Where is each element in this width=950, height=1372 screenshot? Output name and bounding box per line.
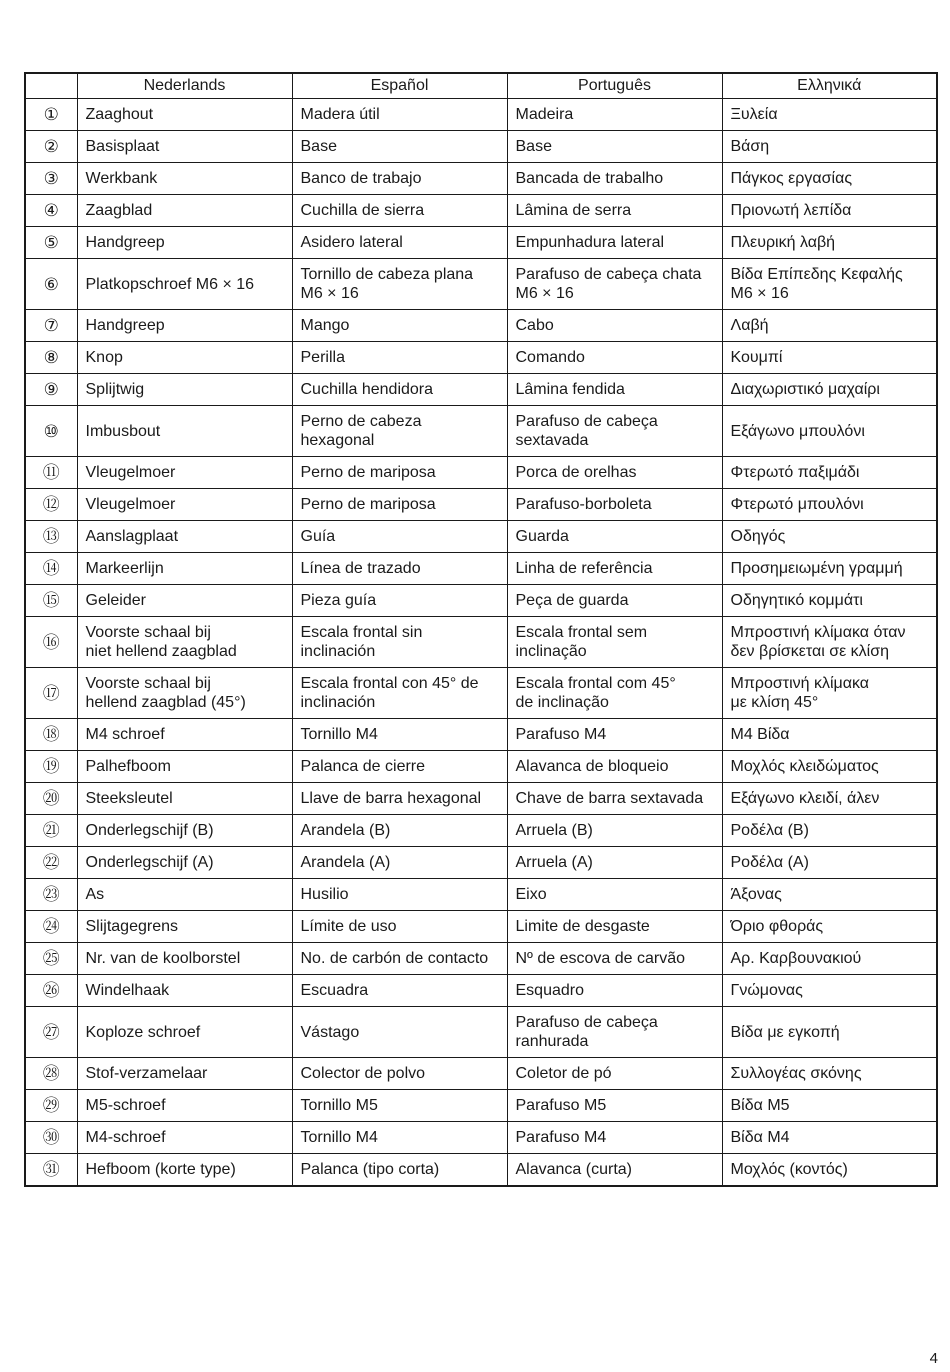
cell-portugues: Parafuso de cabeça sextavada [507,406,722,457]
cell-ellinika: Αρ. Καρβουνακιού [722,943,937,975]
cell-nederlands: Handgreep [77,310,292,342]
table-row [25,521,937,553]
table-row [25,489,937,521]
table-row [25,943,937,975]
part-number: ④ [25,195,77,227]
cell-nederlands: M4-schroef [77,1122,292,1154]
table-row [25,783,937,815]
table-row [25,719,937,751]
table-row [25,1090,937,1122]
cell-nederlands: Aanslagplaat [77,521,292,553]
part-number: ㉑ [25,815,77,847]
cell-ellinika: Βίδα Επίπεδης Κεφαλής M6 × 16 [722,259,937,310]
part-number: ⑬ [25,521,77,553]
table-row [25,553,937,585]
part-number: ㉗ [25,1007,77,1058]
cell-ellinika: Πριονωτή λεπίδα [722,195,937,227]
table-row [25,374,937,406]
cell-ellinika: Εξάγωνο μπουλόνι [722,406,937,457]
cell-portugues: Peça de guarda [507,585,722,617]
table-row [25,617,937,668]
cell-ellinika: Μπροστινή κλίμακα με κλίση 45° [722,668,937,719]
header-espanol: Español [292,73,507,99]
table-row [25,1154,937,1187]
cell-nederlands: Vleugelmoer [77,489,292,521]
part-number: ⑰ [25,668,77,719]
cell-nederlands: Onderlegschijf (B) [77,815,292,847]
cell-portugues: Guarda [507,521,722,553]
cell-espanol: Escuadra [292,975,507,1007]
cell-ellinika: Εξάγωνο κλειδί, άλεν [722,783,937,815]
header-portugues: Português [507,73,722,99]
part-number: ㉓ [25,879,77,911]
table-row [25,195,937,227]
table-row [25,457,937,489]
cell-portugues: Base [507,131,722,163]
cell-espanol: Perilla [292,342,507,374]
part-number: ㉔ [25,911,77,943]
cell-portugues: Alavanca (curta) [507,1154,722,1187]
cell-nederlands: Splijtwig [77,374,292,406]
part-number: ① [25,99,77,131]
cell-espanol: Tornillo M5 [292,1090,507,1122]
cell-ellinika: Μοχλός κλειδώματος [722,751,937,783]
table-row [25,585,937,617]
cell-espanol: Base [292,131,507,163]
cell-ellinika: Μοχλός (κοντός) [722,1154,937,1187]
cell-espanol: Tornillo M4 [292,1122,507,1154]
part-number: ㉙ [25,1090,77,1122]
cell-nederlands: M5-schroef [77,1090,292,1122]
cell-ellinika: M4 Βίδα [722,719,937,751]
cell-nederlands: Knop [77,342,292,374]
cell-portugues: Alavanca de bloqueio [507,751,722,783]
cell-ellinika: Διαχωριστικό μαχαίρι [722,374,937,406]
cell-nederlands: Zaaghout [77,99,292,131]
cell-portugues: Nº de escova de carvão [507,943,722,975]
cell-ellinika: Βίδα με εγκοπή [722,1007,937,1058]
cell-ellinika: Πάγκος εργασίας [722,163,937,195]
part-number: ⑮ [25,585,77,617]
cell-nederlands: Onderlegschijf (A) [77,847,292,879]
cell-portugues: Lâmina fendida [507,374,722,406]
cell-ellinika: Γνώμονας [722,975,937,1007]
cell-espanol: Vástago [292,1007,507,1058]
cell-portugues: Parafuso-borboleta [507,489,722,521]
table-row [25,310,937,342]
cell-ellinika: Πλευρική λαβή [722,227,937,259]
cell-nederlands: Handgreep [77,227,292,259]
part-number: ⑤ [25,227,77,259]
part-number: ㉚ [25,1122,77,1154]
cell-espanol: Perno de mariposa [292,489,507,521]
cell-espanol: Tornillo M4 [292,719,507,751]
cell-espanol: Palanca (tipo corta) [292,1154,507,1187]
part-number: ⑪ [25,457,77,489]
part-number: ⑳ [25,783,77,815]
cell-nederlands: Markeerlijn [77,553,292,585]
cell-portugues: Empunhadura lateral [507,227,722,259]
cell-portugues: Linha de referência [507,553,722,585]
cell-espanol: Guía [292,521,507,553]
cell-nederlands: Nr. van de koolborstel [77,943,292,975]
header-number [25,73,77,99]
cell-portugues: Limite de desgaste [507,911,722,943]
cell-ellinika: Φτερωτό παξιμάδι [722,457,937,489]
part-number: ㉕ [25,943,77,975]
cell-portugues: Lâmina de serra [507,195,722,227]
cell-nederlands: Stof-verzamelaar [77,1058,292,1090]
cell-portugues: Bancada de trabalho [507,163,722,195]
cell-portugues: Parafuso M4 [507,1122,722,1154]
cell-ellinika: Βίδα M5 [722,1090,937,1122]
part-number: ⑯ [25,617,77,668]
part-number: ⑲ [25,751,77,783]
cell-ellinika: Άξονας [722,879,937,911]
cell-ellinika: Ξυλεία [722,99,937,131]
cell-portugues: Eixo [507,879,722,911]
cell-portugues: Parafuso de cabeça ranhurada [507,1007,722,1058]
cell-portugues: Arruela (A) [507,847,722,879]
cell-portugues: Escala frontal sem inclinação [507,617,722,668]
table-row [25,163,937,195]
cell-portugues: Parafuso M4 [507,719,722,751]
table-row [25,259,937,310]
cell-nederlands: As [77,879,292,911]
cell-espanol: Arandela (B) [292,815,507,847]
cell-ellinika: Βίδα M4 [722,1122,937,1154]
cell-ellinika: Φτερωτό μπουλόνι [722,489,937,521]
part-number: ⑭ [25,553,77,585]
cell-ellinika: Προσημειωμένη γραμμή [722,553,937,585]
part-number: ③ [25,163,77,195]
cell-portugues: Parafuso M5 [507,1090,722,1122]
part-number: ㉘ [25,1058,77,1090]
part-number: ㉒ [25,847,77,879]
cell-ellinika: Οδηγός [722,521,937,553]
cell-espanol: Límite de uso [292,911,507,943]
part-number: ⑦ [25,310,77,342]
cell-espanol: Asidero lateral [292,227,507,259]
cell-espanol: Arandela (A) [292,847,507,879]
cell-nederlands: Slijtagegrens [77,911,292,943]
cell-portugues: Esquadro [507,975,722,1007]
part-number: ⑱ [25,719,77,751]
cell-espanol: Escala frontal con 45° de inclinación [292,668,507,719]
cell-nederlands: Werkbank [77,163,292,195]
cell-nederlands: Hefboom (korte type) [77,1154,292,1187]
cell-nederlands: Steeksleutel [77,783,292,815]
parts-table-body [25,99,937,1187]
cell-portugues: Parafuso de cabeça chata M6 × 16 [507,259,722,310]
part-number: ② [25,131,77,163]
table-row [25,1007,937,1058]
cell-espanol: Cuchilla hendidora [292,374,507,406]
cell-nederlands: Platkopschroef M6 × 16 [77,259,292,310]
table-row [25,99,937,131]
table-row [25,847,937,879]
cell-portugues: Coletor de pó [507,1058,722,1090]
cell-nederlands: Zaagblad [77,195,292,227]
cell-nederlands: Voorste schaal bij niet hellend zaagblad [77,617,292,668]
cell-nederlands: Windelhaak [77,975,292,1007]
cell-portugues: Comando [507,342,722,374]
cell-portugues: Cabo [507,310,722,342]
cell-ellinika: Βάση [722,131,937,163]
cell-ellinika: Ροδέλα (Α) [722,847,937,879]
cell-espanol: Banco de trabajo [292,163,507,195]
table-row [25,975,937,1007]
table-row [25,1122,937,1154]
table-row [25,227,937,259]
header-row [25,73,937,99]
table-row [25,879,937,911]
cell-espanol: Cuchilla de sierra [292,195,507,227]
table-row [25,131,937,163]
table-row [25,751,937,783]
part-number: ⑥ [25,259,77,310]
part-number: ㉖ [25,975,77,1007]
part-number: ⑩ [25,406,77,457]
header-nederlands: Nederlands [77,73,292,99]
cell-nederlands: Geleider [77,585,292,617]
cell-portugues: Arruela (B) [507,815,722,847]
cell-espanol: Perno de cabeza hexagonal [292,406,507,457]
cell-espanol: Tornillo de cabeza plana M6 × 16 [292,259,507,310]
cell-portugues: Escala frontal com 45° de inclinação [507,668,722,719]
cell-ellinika: Συλλογέας σκόνης [722,1058,937,1090]
cell-nederlands: Palhefboom [77,751,292,783]
cell-ellinika: Οδηγητικό κομμάτι [722,585,937,617]
cell-portugues: Madeira [507,99,722,131]
page-number: 4 [929,1350,938,1367]
parts-translation-table [24,72,938,1187]
cell-nederlands: Vleugelmoer [77,457,292,489]
cell-ellinika: Όριο φθοράς [722,911,937,943]
cell-ellinika: Μπροστινή κλίμακα όταν δεν βρίσκεται σε κλίση [722,617,937,668]
cell-ellinika: Κουμπί [722,342,937,374]
cell-espanol: Pieza guía [292,585,507,617]
part-number: ⑫ [25,489,77,521]
cell-portugues: Porca de orelhas [507,457,722,489]
cell-espanol: Colector de polvo [292,1058,507,1090]
cell-espanol: Madera útil [292,99,507,131]
cell-espanol: Línea de trazado [292,553,507,585]
cell-espanol: Mango [292,310,507,342]
cell-portugues: Chave de barra sextavada [507,783,722,815]
cell-nederlands: M4 schroef [77,719,292,751]
part-number: ⑧ [25,342,77,374]
cell-nederlands: Voorste schaal bij hellend zaagblad (45°) [77,668,292,719]
table-row [25,406,937,457]
cell-ellinika: Ροδέλα (Β) [722,815,937,847]
part-number: ㉛ [25,1154,77,1187]
cell-espanol: Escala frontal sin inclinación [292,617,507,668]
cell-espanol: Palanca de cierre [292,751,507,783]
table-row [25,911,937,943]
cell-nederlands: Basisplaat [77,131,292,163]
cell-espanol: Llave de barra hexagonal [292,783,507,815]
cell-espanol: Perno de mariposa [292,457,507,489]
table-row [25,342,937,374]
table-row [25,668,937,719]
table-row [25,815,937,847]
cell-espanol: Husilio [292,879,507,911]
part-number: ⑨ [25,374,77,406]
cell-espanol: No. de carbón de contacto [292,943,507,975]
cell-nederlands: Koploze schroef [77,1007,292,1058]
cell-ellinika: Λαβή [722,310,937,342]
header-ellinika: Ελληνικά [722,73,937,99]
cell-nederlands: Imbusbout [77,406,292,457]
table-row [25,1058,937,1090]
